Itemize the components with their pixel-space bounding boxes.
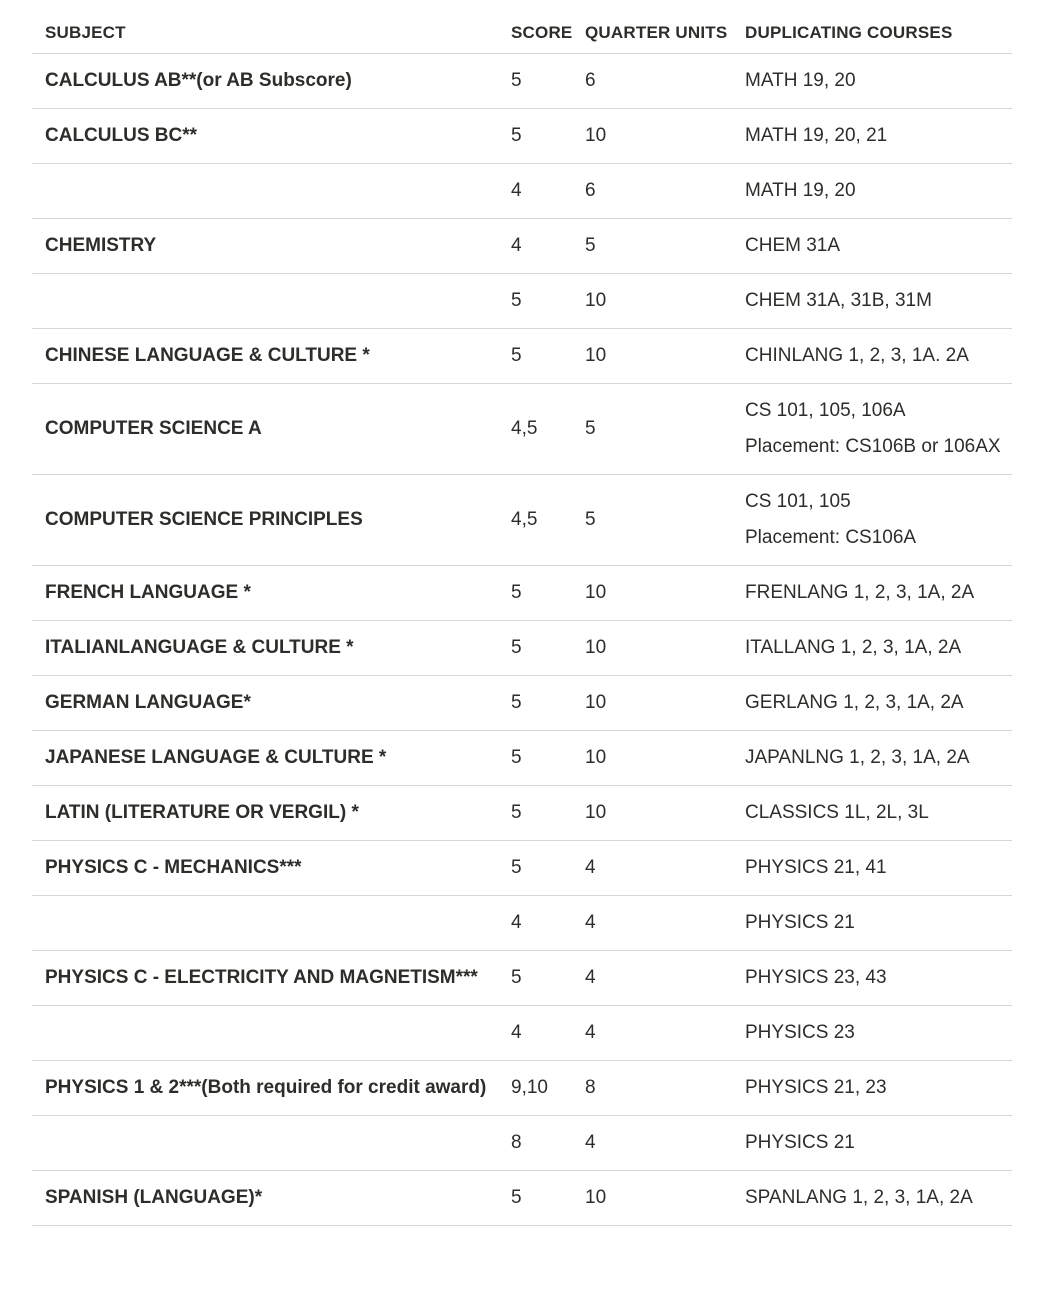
cell-score: 4,5 — [498, 475, 581, 566]
course-line: GERLANG 1, 2, 3, 1A, 2A — [745, 692, 964, 713]
cell-quarter-units: 4 — [581, 841, 741, 896]
cell-quarter-units: 10 — [581, 731, 741, 786]
cell-quarter-units: 8 — [581, 1061, 741, 1116]
course-line: MATH 19, 20 — [745, 70, 856, 91]
cell-score: 5 — [498, 329, 581, 384]
cell-score: 4,5 — [498, 384, 581, 475]
cell-quarter-units: 10 — [581, 274, 741, 329]
cell-score: 5 — [498, 731, 581, 786]
course-line: CLASSICS 1L, 2L, 3L — [745, 802, 929, 823]
column-header-score: SCORE — [498, 0, 581, 54]
course-line: CHEM 31A — [745, 235, 841, 256]
table-row — [32, 841, 1012, 896]
cell-score: 4 — [498, 896, 581, 951]
table-row — [32, 109, 1012, 164]
cell-subject — [32, 1116, 498, 1171]
cell-quarter-units: 10 — [581, 621, 741, 676]
cell-quarter-units: 10 — [581, 1171, 741, 1226]
cell-quarter-units: 6 — [581, 164, 741, 219]
course-line: CHEM 31A, 31B, 31M — [745, 290, 932, 311]
table-row — [32, 1006, 1012, 1061]
table-row — [32, 54, 1012, 109]
cell-score: 5 — [498, 786, 581, 841]
cell-quarter-units: 10 — [581, 676, 741, 731]
table-row — [32, 475, 1012, 566]
cell-quarter-units: 4 — [581, 951, 741, 1006]
course-line: MATH 19, 20 — [745, 180, 856, 201]
cell-duplicating-courses — [741, 164, 1012, 219]
table-row — [32, 786, 1012, 841]
course-line: PHYSICS 21 — [745, 1132, 855, 1153]
cell-duplicating-courses — [741, 786, 1012, 841]
cell-quarter-units: 6 — [581, 54, 741, 109]
cell-subject: CALCULUS AB**(or AB Subscore) — [32, 54, 498, 109]
course-line: JAPANLNG 1, 2, 3, 1A, 2A — [745, 747, 970, 768]
cell-quarter-units: 5 — [581, 475, 741, 566]
column-header-duplicating-courses: DUPLICATING COURSES — [741, 0, 1012, 54]
cell-score: 5 — [498, 109, 581, 164]
cell-score: 8 — [498, 1116, 581, 1171]
table-row — [32, 1061, 1012, 1116]
cell-duplicating-courses — [741, 274, 1012, 329]
course-line: PHYSICS 23 — [745, 1022, 855, 1043]
course-line: CS 101, 105 — [745, 491, 851, 512]
cell-quarter-units: 10 — [581, 786, 741, 841]
course-line: CS 101, 105, 106A — [745, 400, 906, 421]
cell-subject: PHYSICS C - MECHANICS*** — [32, 841, 498, 896]
table-row — [32, 274, 1012, 329]
cell-subject: PHYSICS C - ELECTRICITY AND MAGNETISM*** — [32, 951, 498, 1006]
cell-duplicating-courses — [741, 566, 1012, 621]
course-line: SPANLANG 1, 2, 3, 1A, 2A — [745, 1187, 973, 1208]
cell-subject: ITALIANLANGUAGE & CULTURE * — [32, 621, 498, 676]
cell-score: 5 — [498, 621, 581, 676]
cell-duplicating-courses — [741, 384, 1012, 475]
table-row — [32, 164, 1012, 219]
cell-score: 4 — [498, 1006, 581, 1061]
cell-duplicating-courses — [741, 475, 1012, 566]
cell-duplicating-courses — [741, 951, 1012, 1006]
table-row — [32, 731, 1012, 786]
table-row — [32, 329, 1012, 384]
table-row — [32, 566, 1012, 621]
cell-subject — [32, 164, 498, 219]
course-line: FRENLANG 1, 2, 3, 1A, 2A — [745, 582, 975, 603]
course-line: PHYSICS 21, 23 — [745, 1077, 887, 1098]
table-row — [32, 219, 1012, 274]
ap-credit-table-container — [32, 0, 1012, 1226]
cell-score: 5 — [498, 676, 581, 731]
cell-subject: CALCULUS BC** — [32, 109, 498, 164]
course-line: PHYSICS 21 — [745, 912, 855, 933]
ap-credit-table — [32, 0, 1012, 1226]
cell-subject: JAPANESE LANGUAGE & CULTURE * — [32, 731, 498, 786]
cell-duplicating-courses — [741, 109, 1012, 164]
cell-quarter-units: 4 — [581, 896, 741, 951]
cell-duplicating-courses — [741, 731, 1012, 786]
course-line: ITALLANG 1, 2, 3, 1A, 2A — [745, 637, 962, 658]
course-line: Placement: CS106A — [745, 527, 917, 548]
cell-subject — [32, 896, 498, 951]
cell-subject: FRENCH LANGUAGE * — [32, 566, 498, 621]
cell-subject — [32, 1006, 498, 1061]
cell-subject: PHYSICS 1 & 2***(Both required for credit award) — [32, 1061, 498, 1116]
cell-duplicating-courses — [741, 1006, 1012, 1061]
cell-subject: GERMAN LANGUAGE* — [32, 676, 498, 731]
cell-score: 9,10 — [498, 1061, 581, 1116]
cell-duplicating-courses — [741, 621, 1012, 676]
cell-duplicating-courses — [741, 1061, 1012, 1116]
column-header-subject: SUBJECT — [32, 0, 498, 54]
cell-subject: COMPUTER SCIENCE A — [32, 384, 498, 475]
table-row — [32, 1171, 1012, 1226]
cell-duplicating-courses — [741, 1171, 1012, 1226]
cell-duplicating-courses — [741, 219, 1012, 274]
cell-score: 4 — [498, 219, 581, 274]
course-line: MATH 19, 20, 21 — [745, 125, 888, 146]
cell-subject: LATIN (LITERATURE OR VERGIL) * — [32, 786, 498, 841]
cell-subject: SPANISH (LANGUAGE)* — [32, 1171, 498, 1226]
cell-quarter-units: 5 — [581, 219, 741, 274]
table-header — [32, 0, 1012, 54]
table-row — [32, 1116, 1012, 1171]
cell-quarter-units: 5 — [581, 384, 741, 475]
cell-duplicating-courses — [741, 841, 1012, 896]
cell-quarter-units: 10 — [581, 329, 741, 384]
course-line: Placement: CS106B or 106AX — [745, 436, 1001, 457]
cell-duplicating-courses — [741, 329, 1012, 384]
cell-quarter-units: 10 — [581, 109, 741, 164]
cell-duplicating-courses — [741, 1116, 1012, 1171]
cell-quarter-units: 4 — [581, 1116, 741, 1171]
course-line: CHINLANG 1, 2, 3, 1A. 2A — [745, 345, 969, 366]
header-row — [32, 0, 1012, 54]
table-body — [32, 54, 1012, 1226]
cell-score: 5 — [498, 841, 581, 896]
course-line: PHYSICS 21, 41 — [745, 857, 887, 878]
cell-score: 5 — [498, 566, 581, 621]
cell-subject: CHINESE LANGUAGE & CULTURE * — [32, 329, 498, 384]
cell-subject — [32, 274, 498, 329]
column-header-quarter-units: QUARTER UNITS — [581, 0, 741, 54]
cell-duplicating-courses — [741, 676, 1012, 731]
table-row — [32, 384, 1012, 475]
cell-subject: CHEMISTRY — [32, 219, 498, 274]
table-row — [32, 676, 1012, 731]
table-row — [32, 896, 1012, 951]
cell-quarter-units: 10 — [581, 566, 741, 621]
cell-score: 5 — [498, 274, 581, 329]
table-row — [32, 621, 1012, 676]
cell-score: 5 — [498, 54, 581, 109]
table-row — [32, 951, 1012, 1006]
cell-duplicating-courses — [741, 896, 1012, 951]
cell-subject: COMPUTER SCIENCE PRINCIPLES — [32, 475, 498, 566]
cell-duplicating-courses — [741, 54, 1012, 109]
course-line: PHYSICS 23, 43 — [745, 967, 887, 988]
cell-score: 5 — [498, 1171, 581, 1226]
cell-score: 4 — [498, 164, 581, 219]
cell-quarter-units: 4 — [581, 1006, 741, 1061]
cell-score: 5 — [498, 951, 581, 1006]
